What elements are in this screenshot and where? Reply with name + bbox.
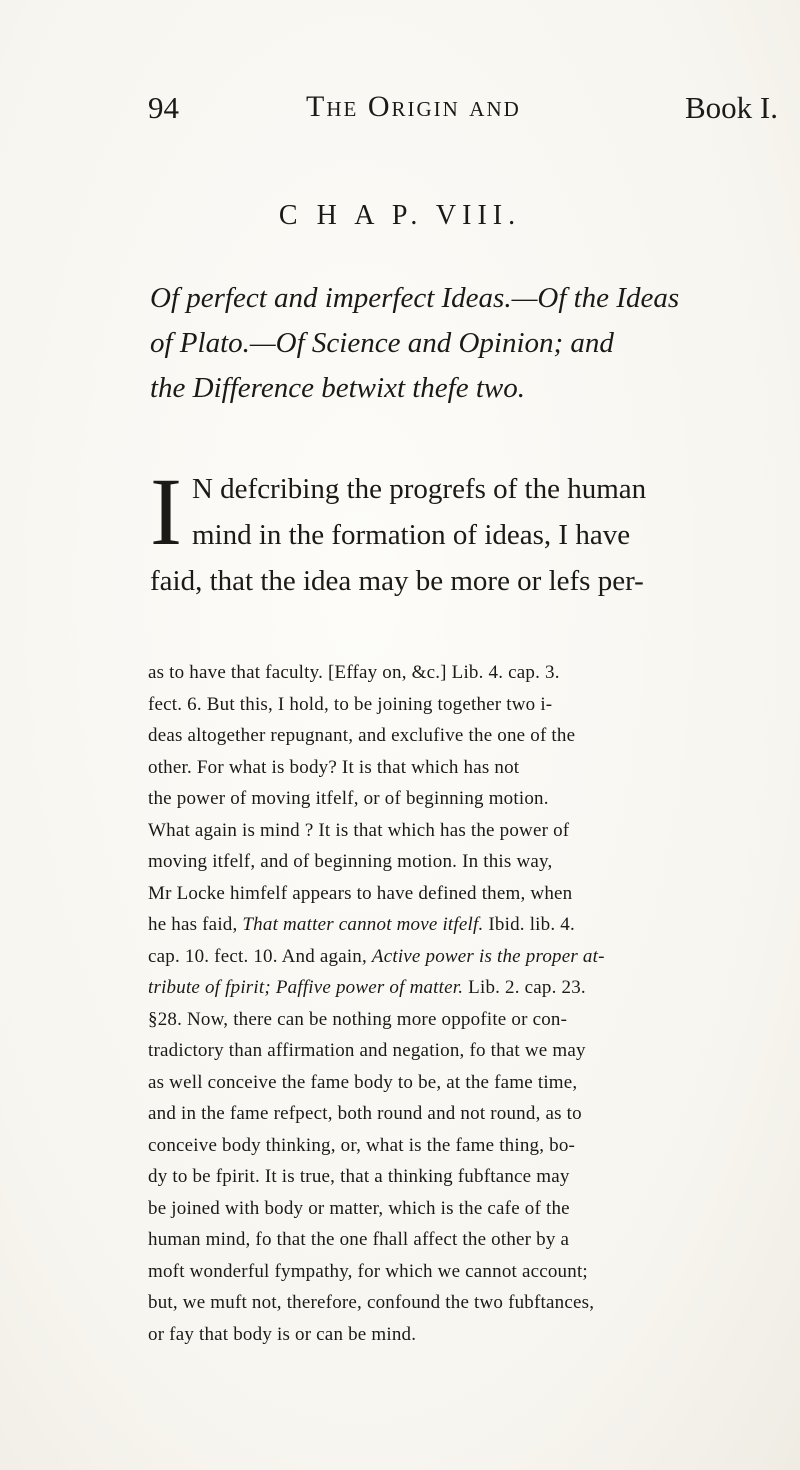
passage-line	[148, 720, 788, 752]
running-head	[148, 90, 778, 134]
passage-line	[148, 941, 788, 973]
passage-text: human mind, fo that the one fhall affect the other by a	[148, 1229, 570, 1250]
chapter-heading: C H A P. VIII.	[278, 200, 522, 231]
passage-line	[148, 1224, 788, 1256]
passage-text: conceive body thinking, or, what is the fame thing, bo-	[148, 1134, 576, 1156]
passage-text: dy to be fpirit. It is true, that a thinking fubftance may	[148, 1166, 570, 1187]
passage-line	[148, 783, 788, 815]
chapter-title	[150, 276, 770, 411]
passage-text: fect. 6. But this, I hold, to be joining together two i-	[148, 693, 553, 715]
passage-line	[148, 1193, 788, 1225]
passage-text: deas altogether repugnant, and exclufive the one of the	[148, 725, 576, 746]
passage-line	[148, 878, 788, 910]
passage-text: Ibid. lib. 4.	[483, 914, 575, 935]
chapter-title-line: the Difference betwixt thefe two.	[150, 372, 526, 404]
running-title: The Origin and	[306, 90, 521, 123]
passage-text: as to have that faculty. [Effay on, &c.] Lib. 4. cap. 3.	[148, 662, 560, 683]
passage-text: Active power is the proper at-	[371, 945, 605, 967]
passage-text: as well conceive the fame body to be, at the fame time,	[148, 1071, 578, 1093]
drop-cap: I	[150, 458, 182, 565]
passage-line	[148, 1067, 788, 1099]
passage-line	[148, 815, 788, 847]
passage-text: tradictory than affirmation and negation, fo that we may	[148, 1040, 586, 1061]
passage-line	[148, 1161, 788, 1193]
passage-line	[148, 689, 788, 721]
passage-text: Mr Locke himfelf appears to have defined them, when	[148, 882, 573, 904]
passage-line	[148, 1098, 788, 1130]
passage-line	[148, 1256, 788, 1288]
passage-line	[148, 1035, 788, 1067]
chapter-title-line: Of perfect and imperfect Ideas.—Of the Ideas	[150, 282, 680, 314]
quoted-passage	[148, 657, 788, 1350]
passage-text: but, we muft not, therefore, confound the two fubftances,	[148, 1292, 595, 1313]
passage-line	[148, 657, 788, 689]
passage-line	[148, 846, 788, 878]
passage-line	[148, 1130, 788, 1162]
book-part-label: Book I.	[685, 90, 778, 125]
passage-text: moving itfelf, and of beginning motion. In this way,	[148, 851, 553, 872]
passage-text: cap. 10. fect. 10. And again,	[148, 945, 372, 967]
opening-paragraph	[150, 458, 785, 604]
passage-text: moft wonderful fympathy, for which we cannot account;	[148, 1260, 588, 1282]
passage-text: the power of moving itfelf, or of beginning motion.	[148, 788, 549, 809]
passage-text: other. For what is body? It is that which has not	[148, 756, 520, 778]
paragraph-line: mind in the formation of ideas, I have	[191, 519, 631, 551]
passage-line	[148, 1319, 788, 1351]
passage-line	[148, 752, 788, 784]
passage-text: he has faid,	[148, 914, 243, 935]
passage-text: tribute of fpirit; Paffive power of matter.	[148, 977, 464, 998]
chapter-title-line: of Plato.—Of Science and Opinion; and	[150, 327, 614, 359]
passage-text: §28. Now, there can be nothing more oppofite or con-	[148, 1008, 568, 1030]
passage-text: What again is mind ? It is that which has the power of	[148, 819, 570, 841]
page-number: 94	[148, 90, 179, 125]
passage-text: That matter cannot move itfelf.	[242, 914, 484, 935]
passage-text: be joined with body or matter, which is the cafe of the	[148, 1197, 570, 1219]
passage-text: or fay that body is or can be mind.	[148, 1323, 417, 1345]
passage-text: and in the fame refpect, both round and not round, as to	[148, 1103, 582, 1124]
paragraph-line: faid, that the idea may be more or lefs per-	[150, 565, 644, 597]
passage-line	[148, 972, 788, 1004]
passage-line	[148, 1004, 788, 1036]
paragraph-line: N defcribing the progrefs of the human	[191, 473, 647, 505]
passage-line	[148, 1287, 788, 1319]
passage-text: Lib. 2. cap. 23.	[463, 977, 586, 998]
passage-line	[148, 909, 788, 941]
